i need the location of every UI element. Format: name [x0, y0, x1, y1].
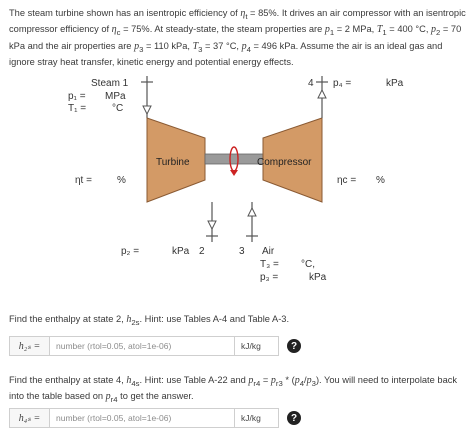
outlet-arrow-icon — [318, 90, 326, 98]
svg-text:%: % — [376, 175, 385, 186]
exit-arrow-icon — [208, 221, 216, 229]
question-h2s: Find the enthalpy at state 2, $h_{2s}$. Hint: use Tables A-4 and Table A-3. — [9, 314, 290, 327]
svg-text:3: 3 — [239, 246, 245, 257]
shaft — [205, 154, 263, 164]
problem-statement: The steam turbine shown has an isentropic efficiency of $\eta_t = 85\%$. It drives an air compressor with an isentropic compressor efficiency of $\eta_c = 75\%$. At steady-state, the steam properties are $p_1 = 2$ MPa, $T_1 = 400$ °C, $p_2 = 70$ kPa and the air properties are $p_3 = 110$ kPa, $T_3 = 37$ °C, $p_4 = 496$ kPa. Assume the air is an ideal gas and ignore stray heat transfer, kinetic energy and potential energy effects. — [9, 8, 466, 68]
answer-row-h4s — [9, 408, 301, 428]
p1-label: p₁ = — [68, 91, 86, 102]
svg-text:MPa: MPa — [105, 91, 126, 102]
eta-c-label: ηc = — [337, 175, 357, 186]
question-h4s: Find the enthalpy at state 4, $h_{4s}$. Hint: use Table A-22 and $p_{r4} = p_{r3} * (p_4/p_3)$. You will need to interpolate back into the table based on $p_{r4}$ to get the answer. — [9, 375, 458, 405]
h4s-input[interactable] — [49, 408, 235, 428]
svg-text:2: 2 — [199, 246, 205, 257]
svg-text:kPa: kPa — [172, 246, 190, 257]
help-icon[interactable]: ? — [287, 411, 301, 425]
p2-label: p₂ = — [121, 246, 140, 257]
air-label: Air — [262, 246, 275, 257]
svg-text:°C,: °C, — [301, 259, 315, 270]
svg-text:°C: °C — [112, 103, 124, 114]
air-arrow-icon — [248, 208, 256, 216]
p3-label: p₃ = — [260, 272, 279, 283]
t1-label: T₁ = — [68, 103, 87, 114]
inlet-arrow-icon — [143, 106, 151, 114]
svg-text:%: % — [117, 175, 126, 186]
h2s-variable: h₂ₛ = — [9, 336, 49, 356]
t3-label: T₃ = — [260, 259, 279, 270]
steam-label: Steam 1 — [91, 78, 129, 89]
h4s-unit: kJ/kg — [235, 408, 279, 428]
h2s-input[interactable] — [49, 336, 235, 356]
turbine-compressor-diagram — [0, 66, 474, 306]
h4s-variable: h₄ₛ = — [9, 408, 49, 428]
eta-t-label: ηt = — [75, 175, 92, 186]
svg-text:4: 4 — [308, 78, 314, 89]
turbine-label: Turbine — [156, 157, 190, 168]
answer-row-h2s — [9, 336, 301, 356]
svg-text:kPa: kPa — [309, 272, 327, 283]
svg-text:kPa: kPa — [386, 78, 404, 89]
p4-label: p₄ = — [333, 78, 352, 89]
compressor-label: Compressor — [257, 157, 312, 168]
h2s-unit: kJ/kg — [235, 336, 279, 356]
help-icon[interactable]: ? — [287, 339, 301, 353]
